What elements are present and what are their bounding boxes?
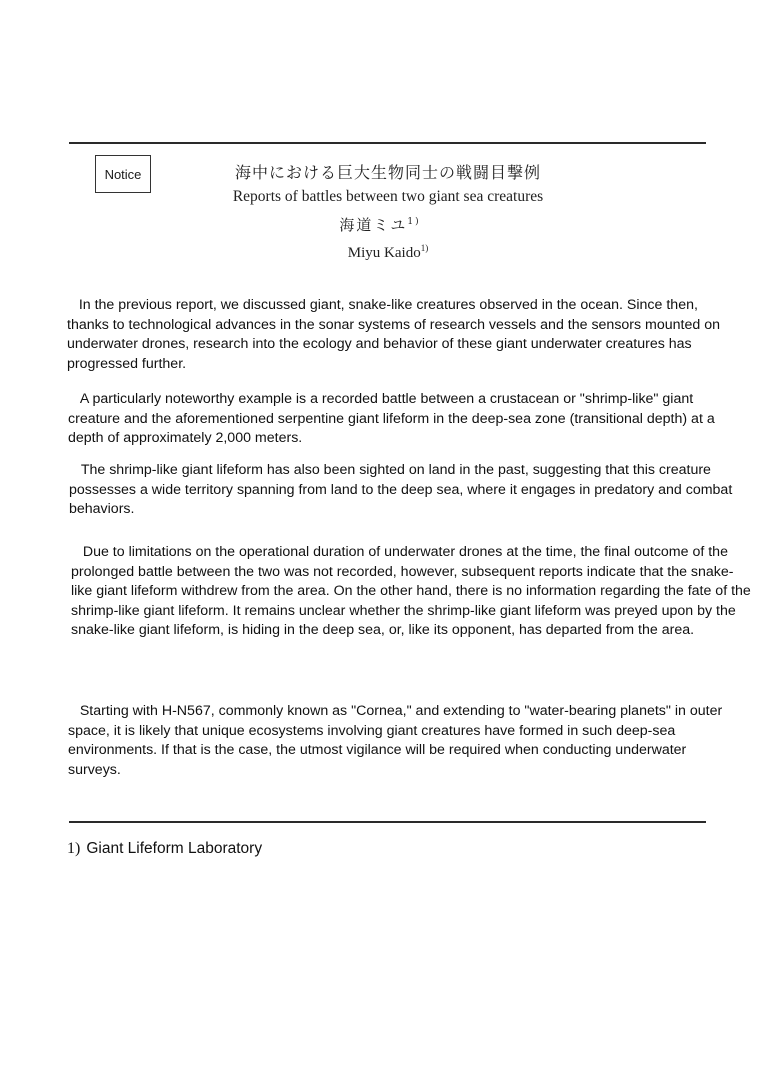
paragraph-text: A particularly noteworthy example is a recorded battle between a crustacean or "shrimp-like" giant creature and the aforementioned serpentine giant lifeform in the deep-sea zone (transitional depth) at a depth of approximately 2,000 meters. — [68, 391, 715, 447]
paragraph-2 — [68, 390, 728, 449]
author-japanese — [339, 214, 420, 235]
title-english: Reports of battles between two giant sea creatures — [232, 188, 544, 205]
footnote-text: Giant Lifeform Laboratory — [86, 840, 263, 857]
notice-text: Notice — [104, 166, 142, 182]
paragraph-3 — [69, 461, 739, 520]
title-japanese: 海中における巨大生物同士の戦闘目撃例 — [234, 163, 542, 182]
top-divider — [69, 142, 706, 144]
footnote-mark: 1) — [67, 840, 81, 857]
paragraph-text: Starting with H-N567, commonly known as "Cornea," and extending to "water-bearing planets" in outer space, it is likely that unique ecosystems involving giant creatures have formed in such deep-sea environments. If that is the case, the utmost vigilance will be required when conducting underwater surveys. — [68, 703, 723, 778]
author-name-en: Miyu Kaido — [347, 245, 421, 261]
author-english — [348, 243, 428, 262]
bottom-divider — [69, 821, 706, 823]
paragraph-4 — [71, 543, 751, 641]
author-footnote-mark-en: 1) — [420, 243, 429, 253]
author-footnote-mark-jp: 1) — [407, 217, 421, 227]
paragraph-text: The shrimp-like giant lifeform has also been sighted on land in the past, suggesting that this creature possesses a wide territory spanning from land to the deep sea, where it engages in predatory and combat behaviors. — [69, 462, 733, 518]
notice-label — [95, 155, 151, 193]
footnote — [67, 840, 262, 858]
author-name-jp: 海道ミユ — [339, 216, 408, 234]
paragraph-text: Due to limitations on the operational duration of underwater drones at the time, the final outcome of the prolonged battle between the two was not recorded, however, subsequent reports indicate that the snake-like giant lifeform withdrew from the area. On the other hand, there is no information regarding the fate of the shrimp-like giant lifeform. It remains unclear whether the shrimp-like giant lifeform was preyed upon by the snake-like giant lifeform, is hiding in the deep sea, or, like its opponent, has departed from the area. — [71, 544, 751, 639]
paragraph-text: In the previous report, we discussed giant, snake-like creatures observed in the ocean. Since then, thanks to technological advances in the sonar systems of research vessels and the sensors mounted on underwater drones, research into the ecology and behavior of these giant underwater creatures has progressed further. — [67, 297, 720, 372]
paragraph-5 — [68, 702, 738, 780]
paragraph-1 — [67, 296, 727, 374]
